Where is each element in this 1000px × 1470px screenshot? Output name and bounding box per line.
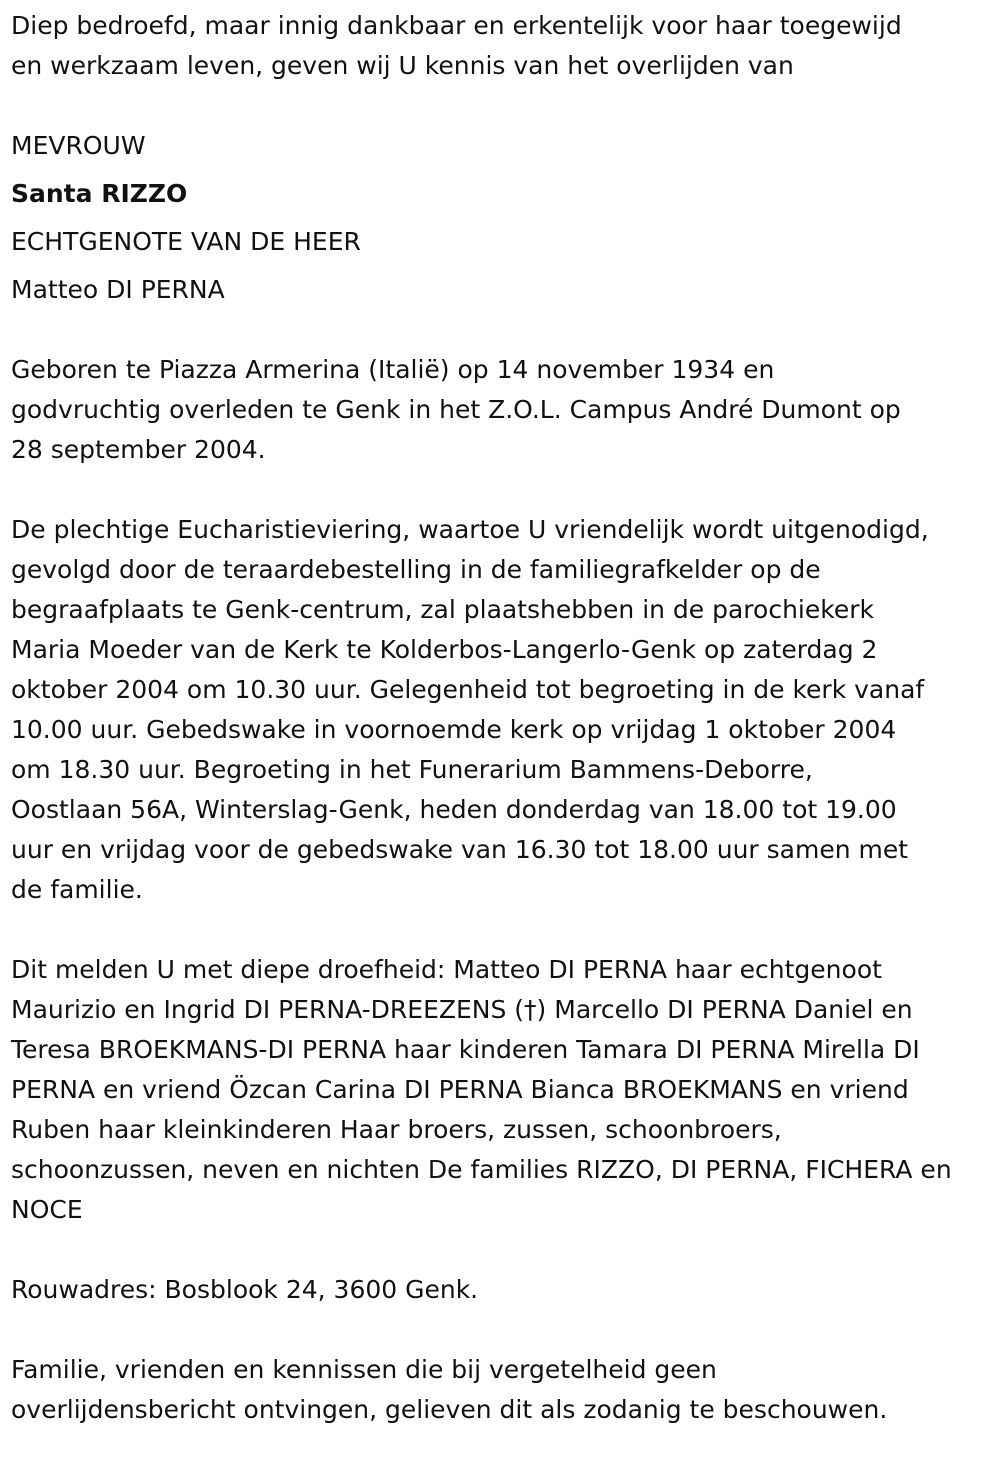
family-paragraph: [11, 950, 996, 1230]
family-line: PERNA en vriend Özcan Carina DI PERNA Bianca BROEKMANS en vriend: [11, 1075, 909, 1104]
ceremony-line: Oostlaan 56A, Winterslag-Genk, heden donderdag van 18.00 tot 19.00: [11, 795, 897, 824]
birth-death-paragraph: [11, 350, 996, 470]
closing-line: overlijdensbericht ontvingen, gelieven dit als zodanig te beschouwen.: [11, 1395, 888, 1424]
birth-death-line: godvruchtig overleden te Genk in het Z.O.L. Campus André Dumont op: [11, 395, 901, 424]
closing-line: Familie, vrienden en kennissen die bij vergetelheid geen: [11, 1355, 717, 1384]
family-line: NOCE: [11, 1195, 83, 1224]
ceremony-paragraph: [11, 510, 996, 910]
intro-paragraph: [11, 6, 996, 86]
deceased-block: [11, 126, 996, 318]
closing-paragraph: [11, 1350, 996, 1430]
ceremony-line: De plechtige Eucharistieviering, waartoe U vriendelijk wordt uitgenodigd,: [11, 515, 929, 544]
ceremony-line: om 18.30 uur. Begroeting in het Funerarium Bammens-Deborre,: [11, 755, 813, 784]
family-line: Dit melden U met diepe droefheid: Matteo DI PERNA haar echtgenoot: [11, 955, 882, 984]
birth-death-line: 28 september 2004.: [11, 435, 266, 464]
spouse-name: Matteo DI PERNA: [11, 275, 225, 304]
deceased-relation: ECHTGENOTE VAN DE HEER: [11, 227, 361, 256]
address-line: Rouwadres: Bosblook 24, 3600 Genk.: [11, 1275, 479, 1304]
family-line: Teresa BROEKMANS-DI PERNA haar kinderen Tamara DI PERNA Mirella DI: [11, 1035, 920, 1064]
ceremony-line: oktober 2004 om 10.30 uur. Gelegenheid tot begroeting in de kerk vanaf: [11, 675, 925, 704]
deceased-name: Santa RIZZO: [11, 179, 188, 208]
address-paragraph: [11, 1270, 996, 1310]
birth-death-line: Geboren te Piazza Armerina (Italië) op 14 november 1934 en: [11, 355, 775, 384]
ceremony-line: 10.00 uur. Gebedswake in voornoemde kerk op vrijdag 1 oktober 2004: [11, 715, 897, 744]
obituary-document: [11, 6, 996, 1470]
deceased-title: MEVROUW: [11, 131, 146, 160]
ceremony-line: de familie.: [11, 875, 143, 904]
ceremony-line: Maria Moeder van de Kerk te Kolderbos-Langerlo-Genk op zaterdag 2: [11, 635, 878, 664]
ceremony-line: begraafplaats te Genk-centrum, zal plaatshebben in de parochiekerk: [11, 595, 874, 624]
intro-line: en werkzaam leven, geven wij U kennis van het overlijden van: [11, 51, 794, 80]
family-line: schoonzussen, neven en nichten De families RIZZO, DI PERNA, FICHERA en: [11, 1155, 952, 1184]
family-line: Maurizio en Ingrid DI PERNA-DREEZENS (†) Marcello DI PERNA Daniel en: [11, 995, 913, 1024]
intro-line: Diep bedroefd, maar innig dankbaar en erkentelijk voor haar toegewijd: [11, 11, 902, 40]
ceremony-line: uur en vrijdag voor de gebedswake van 16.30 tot 18.00 uur samen met: [11, 835, 909, 864]
ceremony-line: gevolgd door de teraardebestelling in de familiegrafkelder op de: [11, 555, 821, 584]
family-line: Ruben haar kleinkinderen Haar broers, zussen, schoonbroers,: [11, 1115, 782, 1144]
